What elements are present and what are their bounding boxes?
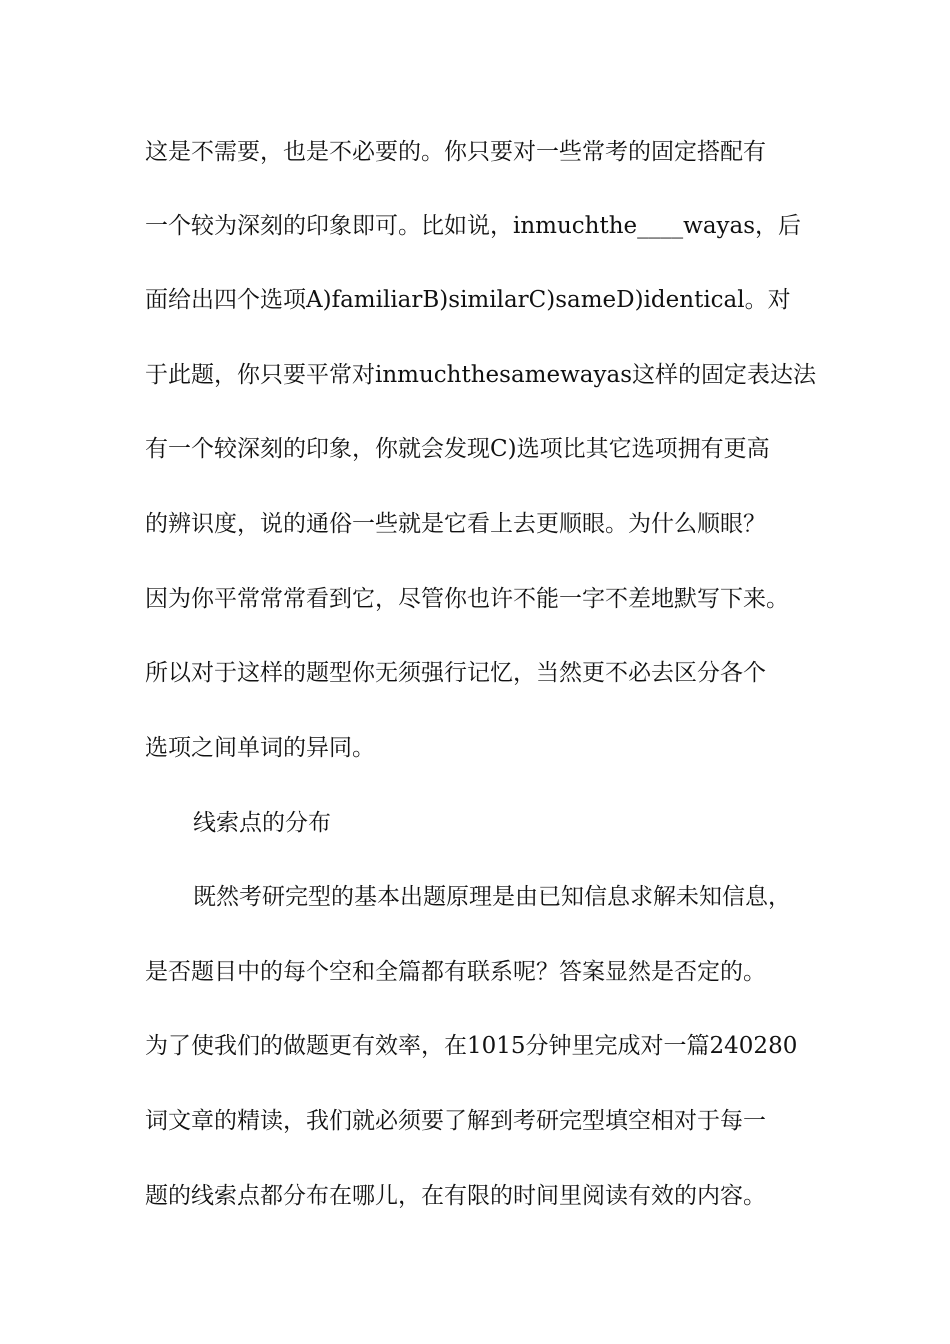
text-line-13: 为了使我们的做题更有效率，在1015分钟里完成对一篇240280 [145,1033,798,1059]
text-line-12: 是否题目中的每个空和全篇都有联系呢？答案显然是否定的。 [145,959,766,985]
text-line-9: 选项之间单词的异同。 [145,735,375,761]
text-line-1: 这是不需要，也是不必要的。你只要对一些常考的固定搭配有 [145,139,766,165]
text-line-6: 的辨识度，说的通俗一些就是它看上去更顺眼。为什么顺眼？ [145,511,766,537]
text-line-5: 有一个较深刻的印象，你就会发现C)选项比其它选项拥有更高 [145,436,770,462]
text-line-3: 面给出四个选项A)familiarB)similarC)sameD)identical。对 [145,287,791,313]
section-heading: 线索点的分布 [193,810,331,836]
text-line-8: 所以对于这样的题型你无须强行记忆，当然更不必去区分各个 [145,660,766,686]
text-line-11: 既然考研完型的基本出题原理是由已知信息求解未知信息， [193,884,791,910]
text-line-4: 于此题，你只要平常对inmuchthesamewayas这样的固定表达法 [145,362,816,388]
text-line-14: 词文章的精读，我们就必须要了解到考研完型填空相对于每一 [145,1108,766,1134]
text-line-2: 一个较为深刻的印象即可。比如说，inmuchthe____wayas，后 [145,213,802,239]
text-line-7: 因为你平常常常看到它，尽管你也许不能一字不差地默写下来。 [145,586,789,612]
text-line-15: 题的线索点都分布在哪儿，在有限的时间里阅读有效的内容。 [145,1183,766,1209]
